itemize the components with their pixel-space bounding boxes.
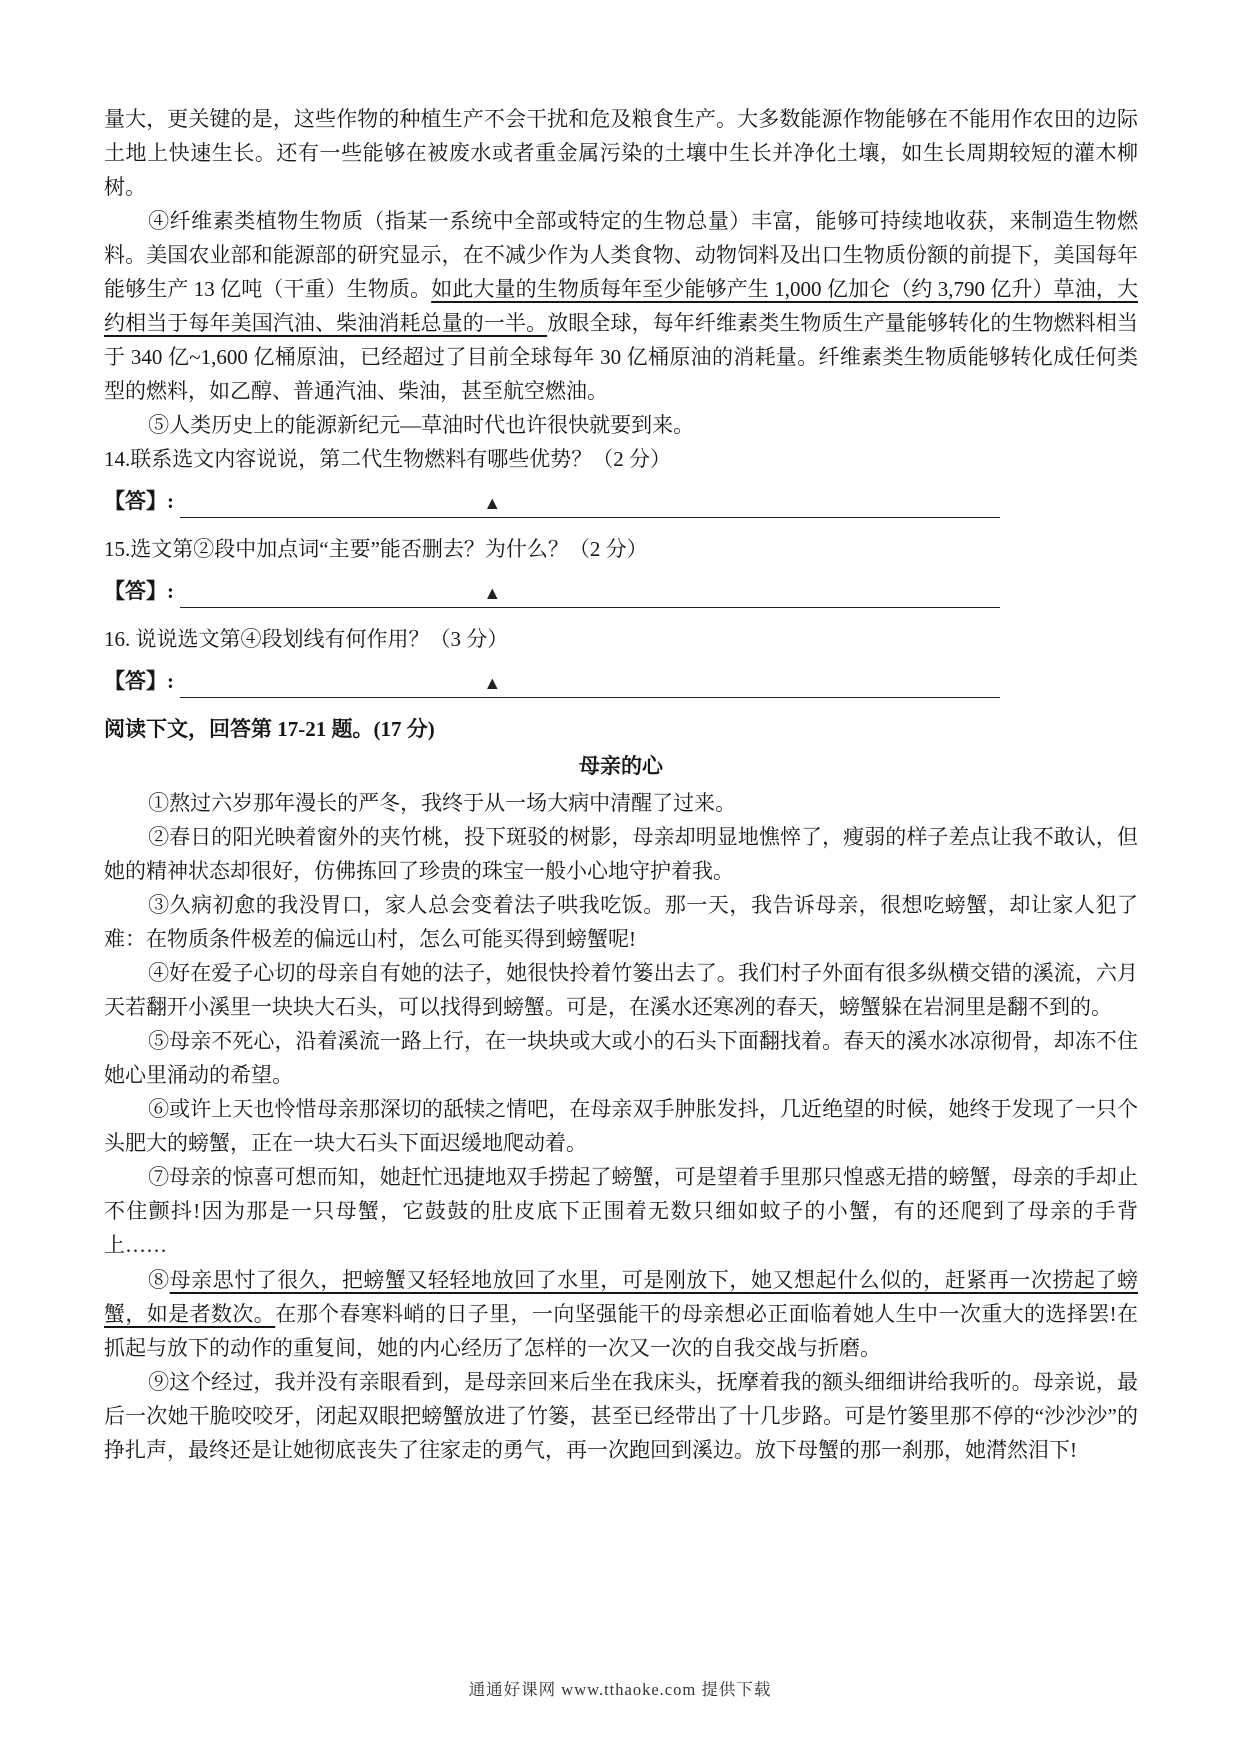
text-run: 母亲的心	[579, 754, 663, 779]
paragraph	[104, 1160, 1138, 1262]
paragraph	[104, 1092, 1138, 1160]
text-run: 14.联系选文内容说说，第二代生物燃料有哪些优势？（2 分）	[104, 447, 671, 472]
article-title	[104, 749, 1138, 783]
paragraph	[104, 786, 1138, 820]
text-run: ⑧	[148, 1267, 170, 1292]
page-footer	[0, 1676, 1240, 1700]
underlined-text: 如此大量的生物质每年至少能够产生 1,000 亿加仑（约 3,790 亿升）草油，大约相当于每年美国汽油、柴油消耗总量的一半。	[104, 277, 1138, 336]
text-run: 放眼全球，每年纤维素类生物质生产量能够转化的生物燃料相当于 340 亿~1,600 亿桶原油，已经超过了目前全球每年 30 亿桶原油的消耗量。纤维素类生物质能够转化成任何类型的燃料，如乙醇、普通汽油、柴油，甚至航空燃油。	[104, 311, 1138, 404]
text-run: ⑦母亲的惊喜可想而知，她赶忙迅捷地双手捞起了螃蟹，可是望着手里那只惶惑无措的螃蟹，母亲的手却止不住颤抖!因为那是一只母蟹，它鼓鼓的肚皮底下正围着无数只细如蚊子的小蟹，有的还爬到了母亲的手背上……	[104, 1165, 1138, 1258]
text-run: ①熬过六岁那年漫长的严冬，我终于从一场大病中清醒了过来。	[148, 791, 737, 816]
text-run: ②春日的阳光映着窗外的夹竹桃，投下斑驳的树影，母亲却明显地憔悴了，瘦弱的样子差点让我不敢认，但她的精神状态却很好，仿佛拣回了珍贵的珠宝一般小心地守护着我。	[104, 825, 1138, 884]
question	[104, 622, 1138, 656]
underlined-text: 母亲思忖了很久，把螃蟹又轻轻地放回了水里，可是刚放下，她又想起什么似的，赶紧再一次捞起了螃蟹，如是者数次。	[104, 1267, 1138, 1326]
text-run: ⑨这个经过，我并没有亲眼看到，是母亲回来后坐在我床头，抚摩着我的额头细细讲给我听的。母亲说，最后一次她干脆咬咬牙，闭起双眼把螃蟹放进了竹篓，甚至已经带出了十几步路。可是竹篓里那不停的“沙沙沙”的挣扎声，最终还是让她彻底丧失了往家走的勇气，再一次跑回到溪边。放下母蟹的那一刹那，她潸然泪下!	[104, 1369, 1138, 1462]
answer-line	[104, 574, 1138, 608]
paragraph	[104, 888, 1138, 956]
text-run: ⑤人类历史上的能源新纪元—草油时代也许很快就要到来。	[148, 413, 695, 438]
text-run: 在那个春寒料峭的日子里，一向坚强能干的母亲想必正面临着她人生中一次重大的选择罢!在抓起与放下的动作的重复间，她的内心经历了怎样的一次又一次的自我交战与折磨。	[104, 1301, 1138, 1360]
text-run: ⑥或许上天也怜惜母亲那深切的舐犊之情吧，在母亲双手肿胀发抖，几近绝望的时候，她终于发现了一只个头肥大的螃蟹，正在一块大石头下面迟缓地爬动着。	[104, 1097, 1138, 1156]
answer-marker-triangle: ▲	[483, 583, 502, 604]
paragraph	[104, 1024, 1138, 1092]
text-run: ⑤母亲不死心，沿着溪流一路上行，在一块块或大或小的石头下面翻找着。春天的溪水冰凉彻骨，却冻不住她心里涌动的希望。	[104, 1029, 1138, 1088]
document-body	[104, 102, 1138, 1467]
answer-blank-line	[180, 667, 1000, 698]
text-run: 量大，更关键的是，这些作物的种植生产不会干扰和危及粮食生产。大多数能源作物能够在不能用作农田的边际土地上快速生长。还有一些能够在被废水或者重金属污染的土壤中生长并净化土壤，如生长周期较短的灌木柳树。	[104, 107, 1138, 200]
answer-label: 【答】:	[104, 579, 174, 604]
question	[104, 532, 1138, 566]
paragraph	[104, 102, 1138, 204]
answer-blank-line	[180, 487, 1000, 518]
question	[104, 442, 1138, 476]
paragraph	[104, 956, 1138, 1024]
answer-marker-triangle: ▲	[483, 493, 502, 514]
text-run: 阅读下文，回答第 17-21 题。(17 分)	[104, 717, 435, 742]
answer-label: 【答】:	[104, 669, 174, 694]
section-instruction	[104, 712, 1138, 746]
paragraph	[104, 1365, 1138, 1467]
text-run: ③久病初愈的我没胃口，家人总会变着法子哄我吃饭。那一天，我告诉母亲，很想吃螃蟹，却让家人犯了难：在物质条件极差的偏远山村，怎么可能买得到螃蟹呢!	[104, 893, 1138, 952]
answer-line	[104, 484, 1138, 518]
answer-marker-triangle: ▲	[483, 673, 502, 694]
footer-text: 通通好课网 www.tthaoke.com 提供下载	[468, 1680, 772, 1699]
answer-label: 【答】:	[104, 489, 174, 514]
paragraph	[104, 1263, 1138, 1365]
text-run: 16. 说说选文第④段划线有何作用？（3 分）	[104, 627, 509, 652]
text-run: ④好在爱子心切的母亲自有她的法子，她很快拎着竹篓出去了。我们村子外面有很多纵横交错的溪流，六月天若翻开小溪里一块块大石头，可以找得到螃蟹。可是，在溪水还寒冽的春天，螃蟹躲在岩洞里是翻不到的。	[104, 961, 1138, 1020]
paragraph	[104, 204, 1138, 408]
text-run: ④纤维素类植物生物质（指某一系统中全部或特定的生物总量）丰富，能够可持续地收获，来制造生物燃料。美国农业部和能源部的研究显示，在不减少作为人类食物、动物饲料及出口生物质份额的前提下，美国每年能够生产 13 亿吨（干重）生物质。	[104, 209, 1138, 302]
paragraph	[104, 408, 1138, 442]
answer-blank-line	[180, 577, 1000, 608]
answer-line	[104, 664, 1138, 698]
text-run: 15.选文第②段中加点词“主要”能否删去？为什么？（2 分）	[104, 537, 648, 562]
paragraph	[104, 820, 1138, 888]
